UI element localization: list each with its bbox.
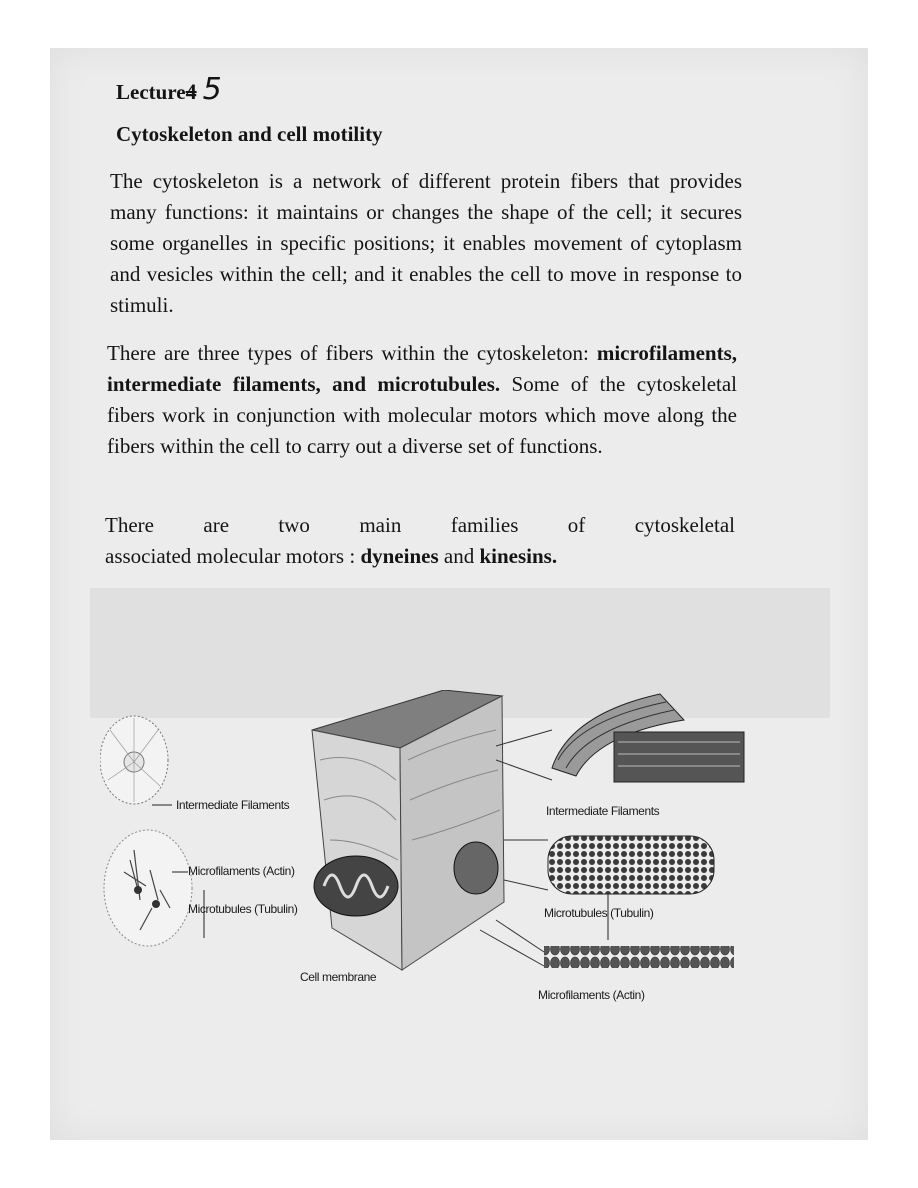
word: two <box>278 513 310 537</box>
fiber-types-list: microfilaments, intermediate filaments, and microtubules. <box>107 341 738 396</box>
motor-dyneines: dyneines <box>360 544 439 568</box>
label-intermediate-filaments-right: Intermediate Filaments <box>546 804 660 818</box>
motors-line-2-start: associated molecular motors : <box>105 544 356 568</box>
microfilament-chain <box>544 946 734 968</box>
paragraph-cytoskeleton-definition: The cytoskeleton is a network of different protein fibers that provides many functions: it maintains or changes the shape of the cell; it secures some organelles in specific positions; it enables movement of cytoplasm and vesicles within the cell; and it enables the cell to move in response to stimuli. <box>110 169 742 317</box>
cytoskeleton-figure <box>100 690 760 1010</box>
word: are <box>203 513 230 537</box>
word: of <box>567 513 586 537</box>
label-microtubules-right: Microtubules (Tubulin) <box>544 906 654 920</box>
figure-illustration <box>100 690 760 1010</box>
intermediate-filament-bundle <box>552 694 744 782</box>
paragraph-fiber-types <box>107 338 737 462</box>
label-microfilaments-right: Microfilaments (Actin) <box>538 988 645 1002</box>
label-microtubules-left: Microtubules (Tubulin) <box>188 902 298 916</box>
word: cytoskeletal <box>634 513 735 537</box>
lecture-heading <box>116 72 222 107</box>
microtubule-cylinder <box>548 836 714 894</box>
section-title: Cytoskeleton and cell motility <box>116 122 383 146</box>
label-cell-membrane: Cell membrane <box>300 970 377 984</box>
handwritten-lecture-number: 5 <box>202 72 222 107</box>
cell-block-illustration <box>312 690 504 970</box>
motor-kinesins: kinesins. <box>479 544 558 568</box>
lecture-label: Lecture <box>116 80 186 104</box>
word: main <box>359 513 402 537</box>
label-microfilaments-left: Microfilaments (Actin) <box>188 864 295 878</box>
label-intermediate-filaments-left: Intermediate Filaments <box>176 798 290 812</box>
paragraph-molecular-motors <box>105 510 735 572</box>
fiber-types-rest: Some of the cytoskeletal fibers work in conjunction with molecular motors which move along the fibers within the cell to carry out a diverse set of functions. <box>107 372 738 458</box>
motor-and: and <box>443 544 475 568</box>
word: There <box>105 513 154 537</box>
fiber-types-lead: There are three types of fibers within the cytoskeleton: <box>107 341 589 365</box>
motors-line-1 <box>105 510 735 541</box>
motors-line-2 <box>105 541 735 572</box>
struck-lecture-number: 4 <box>185 79 197 104</box>
word: families <box>450 513 519 537</box>
cell-sketch-intermediate <box>100 716 168 804</box>
cell-sketch-microfilaments-microtubules <box>104 830 192 946</box>
